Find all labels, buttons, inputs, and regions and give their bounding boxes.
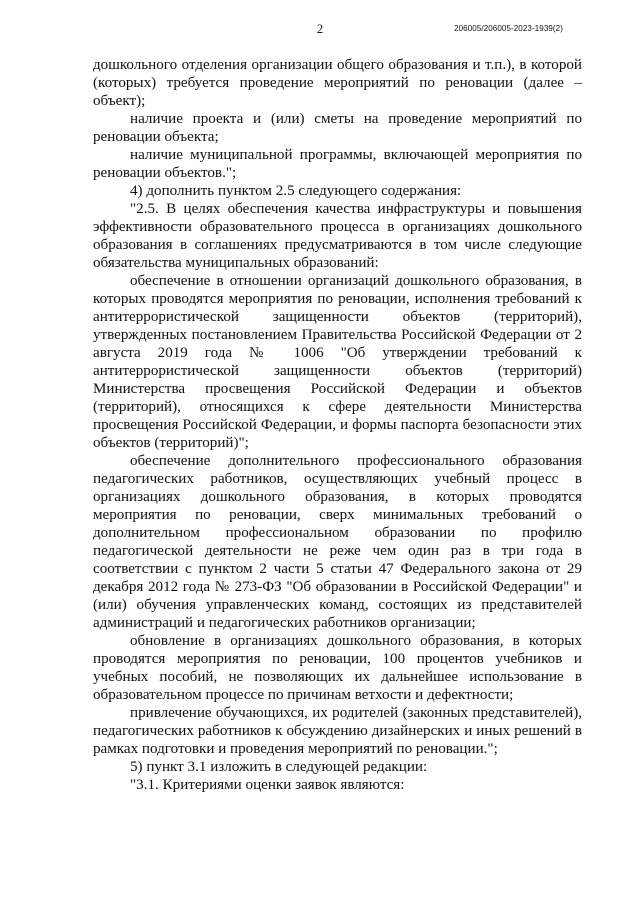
paragraph-continuation: дошкольного отделения организации общего образования и т.п.), в которой (которых) требуется проведение мероприятий по реновации (далее – объект);	[93, 57, 582, 109]
paragraph-project-requirement: наличие проекта и (или) сметы на проведение мероприятий по реновации объекта;	[93, 111, 582, 145]
document-body	[93, 56, 582, 794]
paragraph-item-4: 4) дополнить пунктом 2.5 следующего содержания:	[130, 183, 462, 199]
paragraph-antiterror-protection: обеспечение в отношении организаций дошкольного образования, в которых проводятся мероприятия по реновации, исполнения требований к антитеррористической защищенности объектов (территорий), утвержденных постановлением Правительства Российской Федерации от 2 августа 2019 года № 1006 "Об утверждении требований к антитеррористической защищенности объектов (территорий) Министерства просвещения Российской Федерации и объектов (территорий), относящихся к сфере деятельности Министерства просвещения Российской Федерации, и формы паспорта безопасности этих объектов (территорий)";	[93, 273, 582, 451]
paragraph-municipal-program: наличие муниципальной программы, включающей мероприятия по реновации объектов.";	[93, 147, 582, 181]
paragraph-item-5: 5) пункт 3.1 изложить в следующей редакции:	[130, 759, 428, 775]
paragraph-clause-2-5: "2.5. В целях обеспечения качества инфраструктуры и повышения эффективности образовательного процесса в организациях дошкольного образования в соглашениях предусматриваются в том числе следующие обязательства муниципальных образований:	[93, 201, 582, 271]
paragraph-professional-education: обеспечение дополнительного профессионального образования педагогических работников, осуществляющих учебный процесс в организациях дошкольного образования, в которых проводятся мероприятия по реновации, сверх минимальных требований о дополнительном профессиональном образовании по профилю педагогической деятельности не реже чем один раз в три года в соответствии с пунктом 2 части 5 статьи 47 Федерального закона от 29 декабря 2012 года № 273-ФЗ "Об образовании в Российской Федерации" и (или) обучения управленческих команд, состоящих из представителей администраций и педагогических работников организации;	[93, 453, 582, 631]
page-number: 2	[316, 22, 324, 36]
document-code: 206005/206005-2023-1939(2)	[454, 24, 563, 33]
paragraph-textbook-renewal: обновление в организациях дошкольного образования, в которых проводятся мероприятия по реновации, 100 процентов учебников и учебных пособий, не позволяющих их дальнейшее использование в образовательном процессе по причинам ветхости и дефектности;	[93, 633, 582, 703]
paragraph-stakeholder-involvement: привлечение обучающихся, их родителей (законных представителей), педагогических работников к обсуждению дизайнерских и иных решений в рамках подготовки и проведения мероприятий по реновации.";	[93, 705, 582, 757]
paragraph-clause-3-1: "3.1. Критериями оценки заявок являются:	[130, 777, 405, 793]
